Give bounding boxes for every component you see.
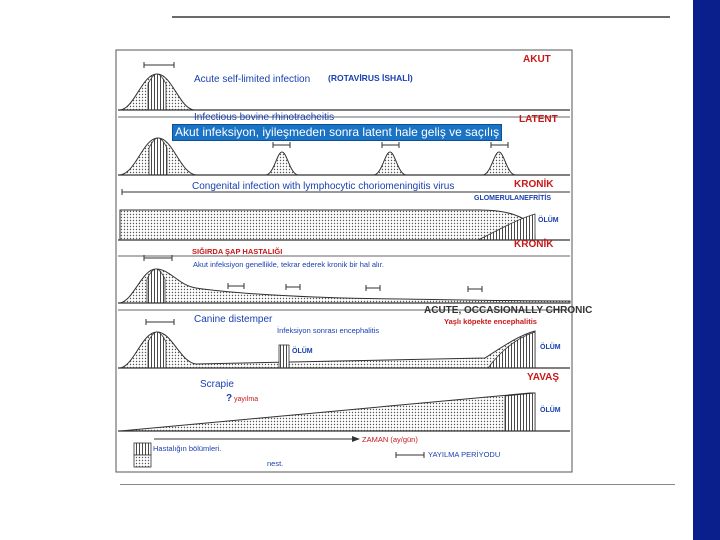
panel-chronic1-death: ÖLÜM [538, 217, 559, 224]
panel-chronic-lcmv [118, 177, 570, 240]
panel-chronic2-title: SIĞIRDA ŞAP HASTALIĞI [192, 247, 283, 256]
legend-time: ZAMAN (ay/gün) [362, 435, 418, 444]
panel-chronic1-tag: KRONİK [514, 179, 554, 190]
panel-chronic-fmd [118, 237, 570, 303]
annotation-label: Akut infeksiyon, iyileşmeden sonra latent hale geliş ve saçılış [172, 124, 502, 141]
panel-chronic2-tag: KRONİK [514, 239, 554, 250]
panel-latent-tag: LATENT [519, 114, 558, 125]
panel-acute-chronic-note1: Yaşlı köpekte encephalitis [444, 317, 537, 326]
panel-acute-chronic-note2: İnfeksiyon sonrası encephalitis [277, 326, 380, 335]
panel-chronic2-note: Akut infeksiyon genellikle, tekrar ederek kronik bir hal alır. [193, 260, 384, 269]
panel-acute-title-tr: (ROTAVİRUS İSHALİ) [328, 73, 413, 83]
panel-slow-title: Scrapie [200, 379, 234, 390]
panel-acute-title: Acute self-limited infection [194, 74, 311, 85]
panel-acute-chronic-tag: ACUTE, OCCASIONALLY CHRONIC [424, 305, 593, 316]
legend [134, 435, 500, 468]
panel-acute [118, 54, 570, 110]
panel-acute-chronic [118, 305, 592, 368]
panel-acute-chronic-title: Canine distemper [194, 314, 273, 325]
legend-spread-period: YAYILMA PERİYODU [428, 450, 501, 459]
legend-nest: nest. [267, 459, 284, 468]
panel-slow [118, 372, 570, 431]
panel-chronic1-sub: GLOMERULANEFRİTİS [474, 195, 551, 202]
panel-slow-spread: yayılma [234, 396, 259, 403]
panel-acute-chronic-death2: ÖLÜM [540, 344, 561, 351]
panel-acute-chronic-death1: ÖLÜM [292, 348, 313, 355]
panel-slow-question: ? [226, 393, 233, 404]
legend-disease: Hastalığın bölümleri. [153, 444, 222, 453]
panel-chronic1-title: Congenital infection with lymphocytic choriomeningitis virus [192, 181, 455, 192]
panel-slow-death: ÖLÜM [540, 407, 561, 414]
panel-acute-tag: AKUT [523, 54, 551, 65]
panel-latent [118, 112, 570, 175]
panel-latent-title: Infectious bovine rhinotracheitis [194, 112, 335, 123]
panel-slow-tag: YAVAŞ [527, 372, 560, 383]
